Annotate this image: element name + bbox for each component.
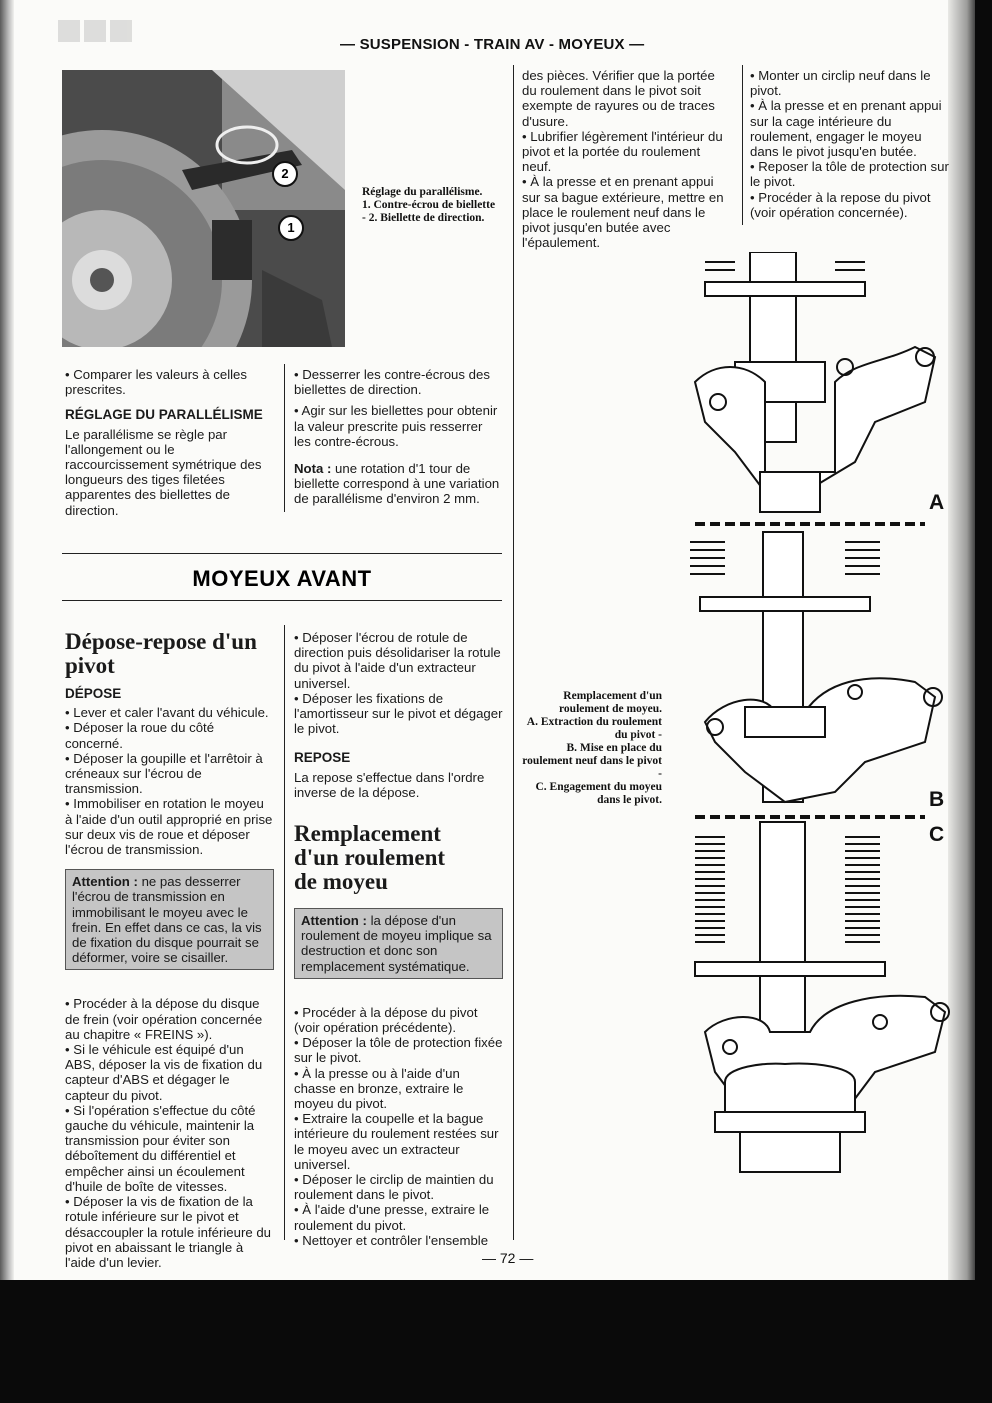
- parallelism-photo: [62, 70, 345, 347]
- attention-text: la dépose d'un roulement de moyeu implique sa destruction et donc son remplacement systématique.: [301, 913, 492, 974]
- list-item: • Déposer l'écrou de rotule de direction puis désolidariser la rotule du pivot à l'aide d'un extracteur universel.: [294, 630, 501, 691]
- running-header: — SUSPENSION - TRAIN AV - MOYEUX —: [340, 36, 645, 53]
- callout-2: 2: [272, 161, 298, 187]
- heading-repose: REPOSE: [294, 750, 351, 766]
- suspension-photo-graphic: [62, 70, 345, 347]
- photo-caption-line1: 1. Contre-écrou de biellette: [362, 199, 496, 211]
- diagram-caption-c: C. Engagement du moyeu dans le pivot.: [535, 781, 662, 806]
- column-left-top: [65, 367, 273, 518]
- column-3: [522, 68, 730, 250]
- photo-caption-title: Réglage du parallélisme.: [362, 186, 483, 198]
- bearing-replacement-diagram: [685, 252, 950, 1257]
- attention-label: Attention :: [72, 874, 138, 890]
- diagram-caption-b: B. Mise en place du roulement neuf dans le pivot -: [522, 742, 662, 780]
- list-item: • Procéder à la repose du pivot (voir opération concernée).: [750, 189, 931, 220]
- list-item: • À la presse et en prenant appui sur la cage intérieure du roulement, engager le moyeu dans le pivot jusqu'en butée.: [750, 98, 942, 160]
- list-item: • Si le véhicule est équipé d'un ABS, déposer la vis de fixation du capteur d'ABS et dégager le capteur du pivot.: [65, 1042, 263, 1103]
- heading-reglage: RÉGLAGE DU PARALLÉLISME: [65, 407, 263, 423]
- bearing-diagram-graphic: [685, 252, 950, 1257]
- section-rule-top: [62, 553, 502, 554]
- paragraph: • Desserrer les contre-écrous des biellettes de direction.: [294, 367, 490, 398]
- column-mid-top: [294, 367, 502, 507]
- photo-caption-line2: - 2. Biellette de direction.: [362, 212, 485, 224]
- callout-1: 1: [278, 215, 304, 241]
- section-title: MOYEUX AVANT: [192, 566, 372, 591]
- list-item: • Déposer le circlip de maintien du roulement dans le pivot.: [294, 1172, 494, 1203]
- column-rule: [513, 65, 514, 1240]
- diagram-caption-a: A. Extraction du roulement du pivot -: [526, 716, 662, 741]
- paragraph: Le parallélisme se règle par l'allongement ou le raccourcissement symétrique des longueurs des tiges filetées apparentes des biellettes de direction.: [65, 426, 262, 518]
- diagram-caption-title: Remplacement d'un roulement de moyeu.: [559, 690, 662, 715]
- list-item: • Procéder à la dépose du disque de frein (voir opération concernée au chapitre « FREINS »).: [65, 996, 263, 1042]
- list-item: • Immobiliser en rotation le moyeu à l'aide d'un outil approprié en prise sur deux vis de roue et déposer l'écrou de transmission.: [65, 796, 273, 858]
- column-2: [294, 630, 503, 1248]
- list-item: • Procéder à la dépose du pivot (voir opération précédente).: [294, 1004, 478, 1036]
- photo-caption: [362, 186, 502, 225]
- column-1: [65, 630, 274, 1270]
- list-item: • Reposer la tôle de protection sur le pivot.: [750, 159, 949, 190]
- column-rule: [742, 65, 743, 225]
- paragraph: La repose s'effectue dans l'ordre inverse de la dépose.: [294, 769, 485, 800]
- nota-text: une rotation d'1 tour de biellette correspond à une variation de parallélisme d'environ 2 mm.: [294, 461, 500, 507]
- list-item: • Nettoyer et contrôler l'ensemble: [294, 1232, 489, 1248]
- list-item: • À la presse et en prenant appui sur sa bague extérieure, mettre en place le roulement neuf dans le pivot jusqu'en butée avec l'épaulement.: [522, 174, 724, 251]
- attention-box: [294, 908, 503, 979]
- list-item: • Extraire la coupelle et la bague intérieure du roulement restées sur le moyeu avec un extracteur universel.: [294, 1111, 499, 1172]
- list-item: • Si l'opération s'effectue du côté gauche du véhicule, maintenir la transmission pour éviter son déboîtement du différentiel et empêcher ainsi un écoulement d'huile de boîte de vitesses.: [65, 1102, 256, 1194]
- paragraph: des pièces. Vérifier que la portée du roulement dans le pivot soit exempte de rayures ou de traces d'usure.: [522, 68, 715, 129]
- list-item: • Déposer la roue du côté concerné.: [65, 720, 215, 751]
- column-rule: [284, 364, 285, 512]
- heading-depose: DÉPOSE: [65, 686, 122, 701]
- column-rule: [284, 625, 285, 1240]
- list-item: • Déposer les fixations de l'amortisseur sur le pivot et dégager le pivot.: [294, 690, 503, 737]
- paragraph: • Agir sur les biellettes pour obtenir la valeur prescrite puis resserrer les contre-écrous.: [294, 403, 498, 449]
- list-item: • À l'aide d'une presse, extraire le roulement du pivot.: [294, 1202, 490, 1233]
- page-number: — 72 —: [482, 1250, 534, 1266]
- list-item: • Déposer la vis de fixation de la rotule inférieure sur le pivot et désaccoupler la rotule inférieure du pivot en abaissant le triangle à l'aide d'un levier.: [65, 1194, 271, 1270]
- nota-label: Nota :: [294, 461, 332, 477]
- list-item: • Déposer la goupille et l'arrêtoir à créneaux sur l'écrou de transmission.: [65, 750, 263, 797]
- list-item: • Monter un circlip neuf dans le pivot.: [750, 68, 931, 99]
- diagram-caption: [522, 690, 662, 807]
- diagram-label-a: A: [929, 491, 945, 514]
- list-item: • Lubrifier légèrement l'intérieur du pivot et la portée du roulement neuf.: [522, 128, 723, 175]
- attention-label: Attention :: [301, 913, 367, 929]
- paragraph: • Comparer les valeurs à celles prescrites.: [65, 367, 247, 398]
- bleed-through-logo: [58, 20, 288, 60]
- title-remplacement: Remplacement d'un roulement de moyeu: [294, 821, 446, 895]
- attention-box: [65, 869, 274, 970]
- binding-shadow: [0, 0, 14, 1280]
- list-item: • Déposer la tôle de protection fixée sur le pivot.: [294, 1035, 503, 1066]
- list-item: • Lever et caler l'avant du véhicule.: [65, 705, 269, 721]
- page-edge-shadow: [948, 0, 975, 1280]
- title-depose-repose: Dépose-repose d'un pivot: [65, 629, 257, 678]
- nota-paragraph: [294, 461, 502, 507]
- column-4: [750, 68, 950, 220]
- diagram-label-b: B: [929, 788, 945, 811]
- section-rule-bottom: [62, 600, 502, 601]
- list-item: • À la presse ou à l'aide d'un chasse en bronze, extraire le moyeu du pivot.: [294, 1065, 464, 1112]
- diagram-label-c: C: [929, 823, 945, 846]
- attention-text: ne pas desserrer l'écrou de transmission en immobilisant le moyeu avec le frein. En effet dans ce cas, la vis de fixation du disque pourrait se déformer, voire se cisailler.: [72, 874, 262, 966]
